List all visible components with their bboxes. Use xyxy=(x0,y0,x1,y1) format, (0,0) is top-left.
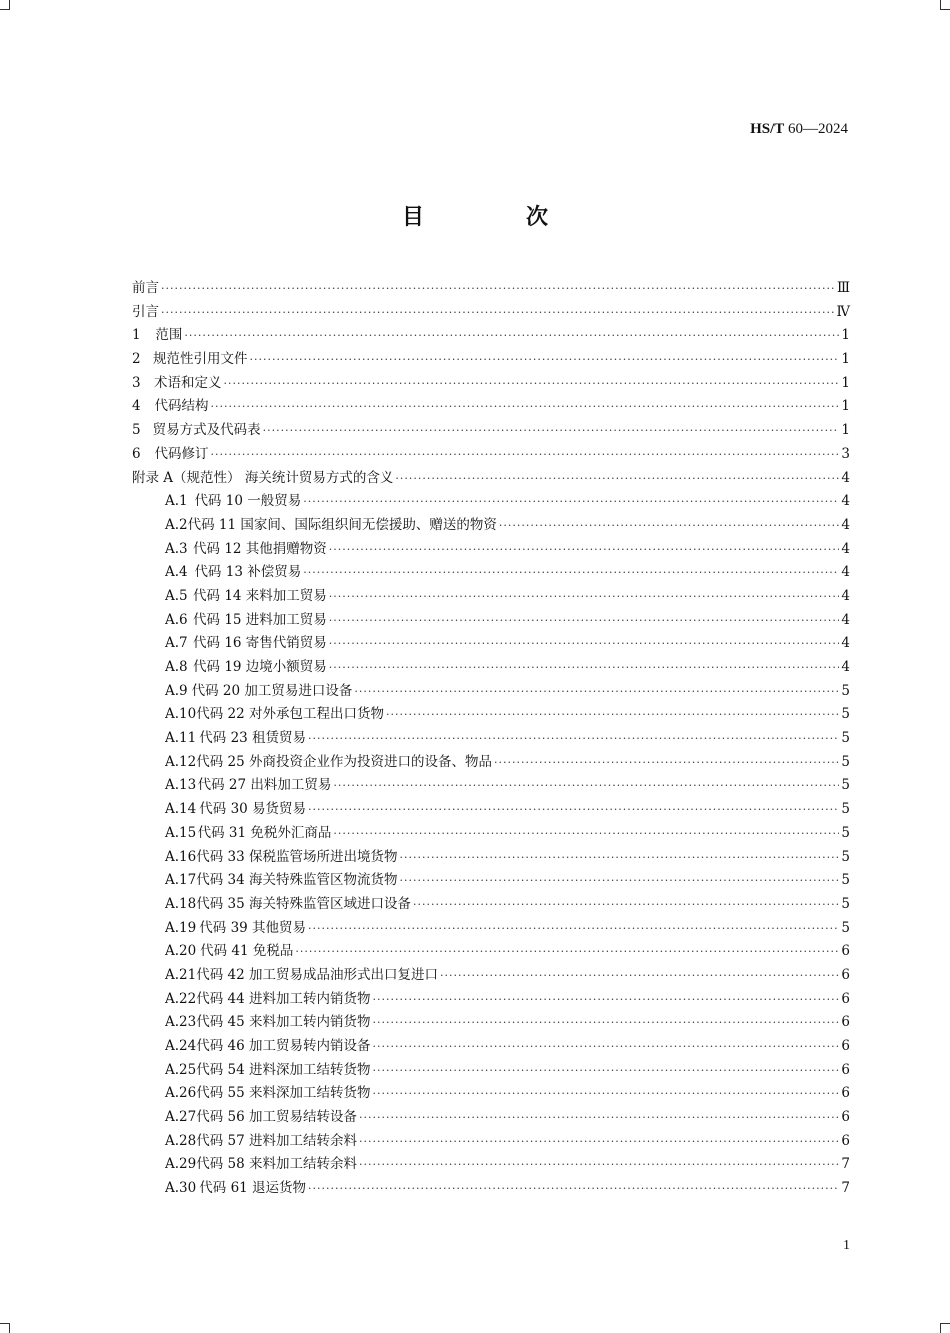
toc-entry-number: A.5 xyxy=(165,587,188,604)
toc-leader-dots xyxy=(440,969,839,982)
toc-entry-number: A.19 xyxy=(165,919,197,936)
toc-entry[interactable] xyxy=(132,1129,850,1153)
toc-entry-label: 代码 42 加工贸易成品油形式出口复进口 xyxy=(196,966,438,983)
toc-entry-number: A.27 xyxy=(165,1109,197,1126)
toc-entry-label: 代码 12 其他捐赠物资 xyxy=(193,540,327,557)
toc-entry-page: 5 xyxy=(841,848,850,865)
page-title: 目 次 xyxy=(401,205,588,230)
toc-entry-label: 贸易方式及代码表 xyxy=(152,422,261,439)
toc-entry[interactable] xyxy=(132,726,850,750)
toc-entry[interactable] xyxy=(132,276,850,300)
toc-entry[interactable] xyxy=(132,1152,850,1176)
toc-entry-label: 代码 56 加工贸易结转设备 xyxy=(196,1109,357,1126)
toc-leader-dots xyxy=(308,732,839,745)
toc-entry-label: 代码 14 来料加工贸易 xyxy=(193,587,327,604)
toc-leader-dots xyxy=(223,377,839,390)
toc-entry-label: 代码 46 加工贸易转内销设备 xyxy=(196,1038,371,1054)
toc-entry-label: 代码 39 其他贸易 xyxy=(199,919,307,936)
toc-entry-label: 代码 27 出料加工贸易 xyxy=(197,777,332,794)
toc-entry[interactable] xyxy=(132,300,850,324)
toc-entry-page: 6 xyxy=(841,1038,850,1054)
toc-entry[interactable] xyxy=(132,1058,850,1082)
toc-entry-label: 代码 44 进料加工转内销货物 xyxy=(196,990,371,1007)
standard-code xyxy=(750,121,848,138)
toc-entry-page: 6 xyxy=(841,1061,850,1078)
toc-entry-label: 代码 34 海关特殊监管区物流货物 xyxy=(196,872,398,889)
toc-entry-label: 附录 A（规范性） 海关统计贸易方式的含义 xyxy=(132,469,394,486)
toc-leader-dots xyxy=(372,1016,839,1029)
toc-entry[interactable] xyxy=(132,892,850,916)
toc-entry-label: 代码 11 国家间、国际组织间无偿援助、赠送的物资 xyxy=(187,516,497,533)
table-of-contents xyxy=(132,276,850,1200)
toc-entry-page: 1 xyxy=(841,327,850,344)
toc-entry[interactable] xyxy=(132,1105,850,1129)
toc-entry-number: A.3 xyxy=(165,540,188,557)
toc-leader-dots xyxy=(210,400,839,413)
toc-entry-page: 7 xyxy=(841,1156,850,1173)
toc-entry-number: 3 xyxy=(132,374,141,391)
toc-entry[interactable] xyxy=(132,797,850,821)
toc-entry-number: A.8 xyxy=(165,659,188,675)
toc-entry-page: 6 xyxy=(841,1132,850,1149)
toc-leader-dots xyxy=(329,661,840,674)
toc-entry-number: A.16 xyxy=(165,848,197,865)
toc-entry-number: A.24 xyxy=(165,1038,197,1054)
toc-entry[interactable] xyxy=(132,323,850,347)
toc-entry-number: A.29 xyxy=(165,1156,197,1173)
page-number: 1 xyxy=(843,1238,850,1253)
toc-entry-label: 代码 16 寄售代销贸易 xyxy=(193,635,327,652)
toc-entry-page: 5 xyxy=(841,777,850,794)
toc-leader-dots xyxy=(308,803,839,816)
toc-entry-page: 4 xyxy=(841,540,850,557)
toc-entry[interactable] xyxy=(132,537,850,561)
toc-entry-page: 4 xyxy=(841,564,850,581)
toc-entry-page: 3 xyxy=(841,445,850,462)
toc-entry-label: 代码 57 进料加工结转余料 xyxy=(196,1132,357,1149)
toc-entry-label: 代码 61 退运货物 xyxy=(199,1180,307,1197)
toc-entry[interactable] xyxy=(132,939,850,963)
toc-entry-number: A.15 xyxy=(165,824,197,841)
toc-entry-label: 代码 19 边境小额贸易 xyxy=(193,659,327,675)
toc-entry[interactable] xyxy=(132,655,850,679)
toc-entry-page: 5 xyxy=(841,895,850,912)
toc-entry-page: 4 xyxy=(841,635,850,652)
toc-entry[interactable] xyxy=(132,418,850,442)
toc-entry-label: 代码 58 来料加工结转余料 xyxy=(196,1156,357,1173)
toc-entry-number: A.9 xyxy=(165,682,188,699)
toc-entry-number: A.4 xyxy=(165,564,188,581)
toc-entry-label: 代码修订 xyxy=(154,445,209,462)
toc-entry[interactable] xyxy=(132,1081,850,1105)
toc-leader-dots xyxy=(295,945,839,958)
toc-entry[interactable] xyxy=(132,868,850,892)
toc-leader-dots xyxy=(308,922,839,935)
toc-leader-dots xyxy=(303,495,839,508)
toc-entry-number: 6 xyxy=(132,445,141,462)
toc-entry-label: 规范性引用文件 xyxy=(153,351,248,368)
toc-leader-dots xyxy=(395,472,839,485)
toc-entry-page: 6 xyxy=(841,966,850,983)
toc-leader-dots xyxy=(333,779,839,792)
crop-mark-bottom-left xyxy=(0,1323,10,1333)
toc-entry-number: A.13 xyxy=(165,777,197,794)
crop-mark-bottom-right xyxy=(940,1323,950,1333)
toc-entry-label: 代码 35 海关特殊监管区域进口设备 xyxy=(196,895,411,912)
toc-entry-label: 代码 54 进料深加工结转货物 xyxy=(196,1061,371,1078)
toc-entry-page: 5 xyxy=(841,801,850,818)
toc-entry-number: A.20 xyxy=(165,943,197,960)
toc-entry[interactable] xyxy=(132,394,850,418)
toc-leader-dots xyxy=(372,1087,839,1100)
toc-entry-label: 代码 55 来料深加工结转货物 xyxy=(196,1085,371,1102)
toc-entry[interactable] xyxy=(132,513,850,537)
toc-entry[interactable] xyxy=(132,584,850,608)
toc-entry-page: Ⅲ xyxy=(836,280,850,296)
toc-entry-page: 1 xyxy=(841,374,850,391)
toc-leader-dots xyxy=(329,543,840,556)
toc-entry-number: A.11 xyxy=(165,730,197,747)
toc-entry-label: 术语和定义 xyxy=(153,374,222,391)
toc-entry[interactable] xyxy=(132,466,850,490)
toc-entry-label: 代码 13 补偿贸易 xyxy=(194,564,302,581)
toc-entry-number: A.12 xyxy=(165,753,197,770)
toc-entry-page: 6 xyxy=(841,1014,850,1031)
toc-leader-dots xyxy=(308,1182,839,1195)
toc-entry-number: A.10 xyxy=(165,706,197,723)
toc-entry-label: 代码 33 保税监管场所进出境货物 xyxy=(196,848,398,865)
toc-entry-number: A.1 xyxy=(165,493,188,510)
toc-entry-page: 4 xyxy=(841,516,850,533)
toc-leader-dots xyxy=(399,874,839,887)
toc-leader-dots xyxy=(354,685,839,698)
toc-entry[interactable] xyxy=(132,442,850,466)
toc-entry-page: 5 xyxy=(841,730,850,747)
toc-entry-number: A.7 xyxy=(165,635,188,652)
crop-mark-top-right xyxy=(940,0,950,10)
toc-entry[interactable] xyxy=(132,773,850,797)
toc-entry-number: A.23 xyxy=(165,1014,197,1031)
toc-leader-dots xyxy=(210,448,839,461)
toc-entry[interactable] xyxy=(132,631,850,655)
toc-entry-number: 2 xyxy=(132,351,141,368)
toc-entry-page: 5 xyxy=(841,706,850,723)
toc-leader-dots xyxy=(399,851,839,864)
toc-leader-dots xyxy=(499,519,840,532)
toc-entry[interactable] xyxy=(132,702,850,726)
toc-entry-page: 1 xyxy=(841,422,850,439)
standard-number: 60—2024 xyxy=(788,121,848,137)
toc-entry-page: 1 xyxy=(841,398,850,415)
toc-entry[interactable] xyxy=(132,371,850,395)
toc-entry-label: 代码 15 进料加工贸易 xyxy=(193,611,327,628)
toc-entry-page: 4 xyxy=(841,611,850,628)
toc-leader-dots xyxy=(359,1111,839,1124)
toc-leader-dots xyxy=(359,1158,839,1171)
toc-entry-label: 代码结构 xyxy=(154,398,209,415)
toc-entry-page: 5 xyxy=(841,753,850,770)
toc-entry[interactable] xyxy=(132,679,850,703)
toc-entry-page: 4 xyxy=(841,469,850,486)
toc-entry[interactable] xyxy=(132,821,850,845)
toc-entry[interactable] xyxy=(132,1176,850,1200)
toc-entry-number: A.21 xyxy=(165,966,197,983)
toc-entry-page: 5 xyxy=(841,824,850,841)
toc-entry-number: A.2 xyxy=(165,516,188,533)
toc-entry-page: 6 xyxy=(841,1109,850,1126)
toc-entry-label: 代码 20 加工贸易进口设备 xyxy=(191,682,353,699)
toc-entry-number: 1 xyxy=(132,327,141,344)
toc-entry-number: A.22 xyxy=(165,990,197,1007)
toc-entry-page: 6 xyxy=(841,1085,850,1102)
toc-entry-label: 代码 45 来料加工转内销货物 xyxy=(196,1014,371,1031)
toc-entry-number: A.28 xyxy=(165,1132,197,1149)
toc-leader-dots xyxy=(329,637,840,650)
toc-leader-dots xyxy=(359,1135,839,1148)
toc-entry-label: 代码 31 免税外汇商品 xyxy=(197,824,332,841)
toc-leader-dots xyxy=(161,306,835,319)
toc-leader-dots xyxy=(263,424,840,437)
toc-entry-page: 1 xyxy=(841,351,850,368)
toc-entry[interactable] xyxy=(132,963,850,987)
toc-leader-dots xyxy=(372,993,839,1006)
toc-entry-number: A.26 xyxy=(165,1085,197,1102)
toc-entry[interactable] xyxy=(132,489,850,513)
toc-entry-label: 代码 41 免税品 xyxy=(200,943,294,960)
toc-entry[interactable] xyxy=(132,347,850,371)
toc-entry-number: A.14 xyxy=(165,801,197,818)
toc-leader-dots xyxy=(250,353,840,366)
toc-leader-dots xyxy=(333,827,839,840)
toc-entry-page: 5 xyxy=(841,919,850,936)
toc-entry-page: Ⅳ xyxy=(836,303,850,320)
toc-entry-page: 5 xyxy=(841,872,850,889)
toc-entry-label: 范围 xyxy=(155,327,183,344)
toc-leader-dots xyxy=(372,1040,839,1053)
toc-entry-number: 4 xyxy=(132,398,141,415)
toc-entry-page: 6 xyxy=(841,990,850,1007)
toc-entry-page: 5 xyxy=(841,682,850,699)
toc-entry-page: 4 xyxy=(841,659,850,675)
toc-entry[interactable] xyxy=(132,845,850,869)
toc-entry[interactable] xyxy=(132,750,850,774)
toc-entry-page: 4 xyxy=(841,587,850,604)
toc-leader-dots xyxy=(413,898,839,911)
toc-entry-label: 前言 xyxy=(132,280,159,296)
toc-entry-label: 代码 30 易货贸易 xyxy=(199,801,307,818)
toc-leader-dots xyxy=(184,329,839,342)
toc-entry-page: 6 xyxy=(841,943,850,960)
toc-entry-number: A.17 xyxy=(165,872,197,889)
toc-entry[interactable] xyxy=(132,1010,850,1034)
toc-leader-dots xyxy=(161,282,835,295)
toc-entry-label: 代码 10 一般贸易 xyxy=(194,493,302,510)
toc-entry-label: 代码 23 租赁贸易 xyxy=(199,730,307,747)
crop-mark-top-left xyxy=(0,0,10,10)
toc-entry-page: 7 xyxy=(841,1180,850,1197)
toc-entry-number: A.30 xyxy=(165,1180,197,1197)
toc-leader-dots xyxy=(372,1064,839,1077)
toc-entry-page: 4 xyxy=(841,493,850,510)
standard-prefix: HS/T xyxy=(750,121,785,137)
toc-entry-label: 引言 xyxy=(132,303,159,320)
toc-leader-dots xyxy=(329,614,840,627)
toc-entry[interactable] xyxy=(132,1034,850,1058)
toc-entry-label: 代码 22 对外承包工程出口货物 xyxy=(196,706,384,723)
toc-entry[interactable] xyxy=(132,608,850,632)
toc-entry-number: A.18 xyxy=(165,895,197,912)
toc-entry-number: A.6 xyxy=(165,611,188,628)
toc-leader-dots xyxy=(329,590,840,603)
toc-entry[interactable] xyxy=(132,987,850,1011)
toc-entry-label: 代码 25 外商投资企业作为投资进口的设备、物品 xyxy=(196,753,492,770)
toc-leader-dots xyxy=(494,756,839,769)
toc-leader-dots xyxy=(303,566,839,579)
toc-entry[interactable] xyxy=(132,916,850,940)
toc-entry-number: A.25 xyxy=(165,1061,197,1078)
toc-entry[interactable] xyxy=(132,560,850,584)
toc-entry-number: 5 xyxy=(132,422,141,439)
toc-leader-dots xyxy=(386,708,839,721)
